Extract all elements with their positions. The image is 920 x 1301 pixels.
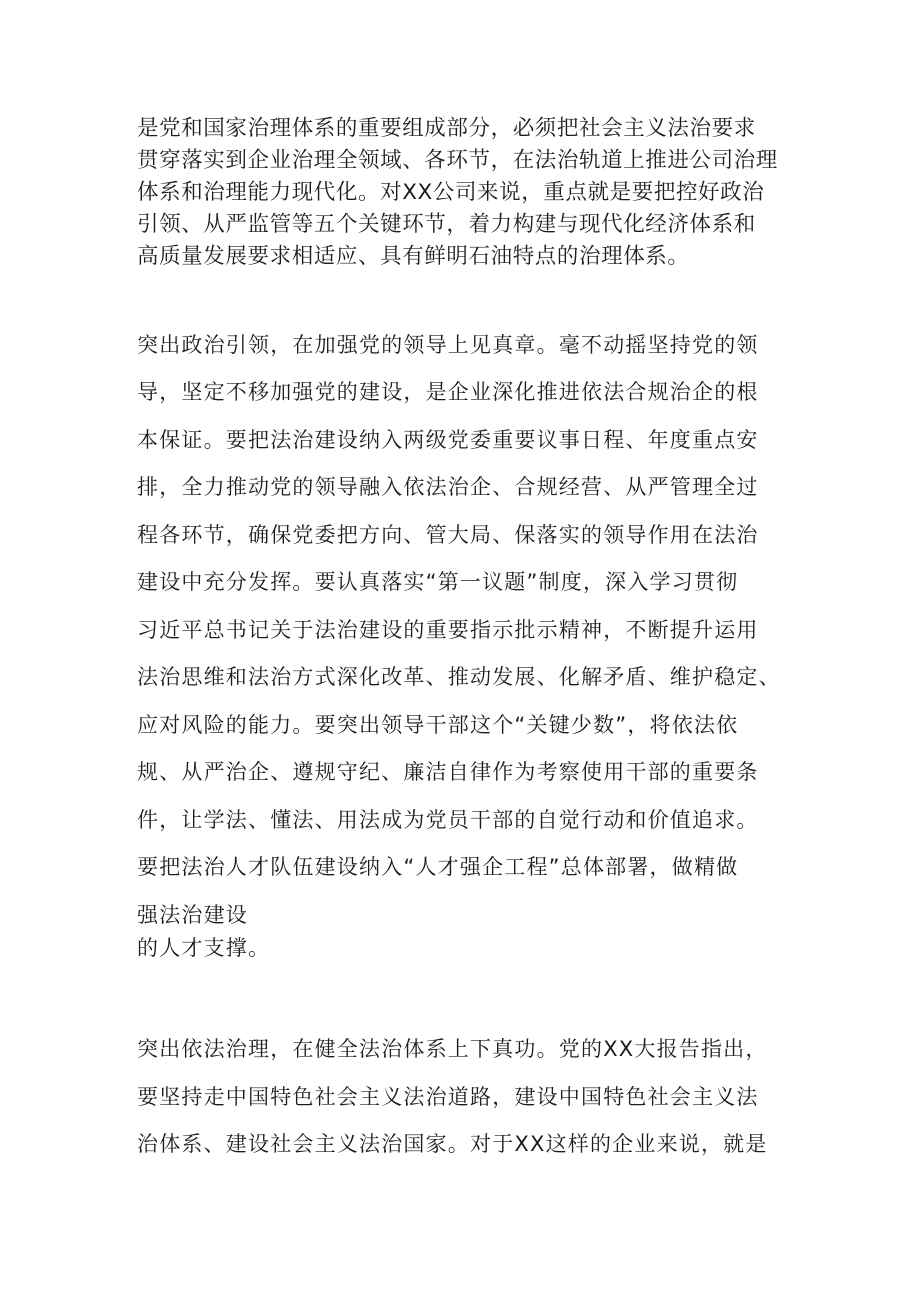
text-line: 强法治建设: [137, 903, 248, 927]
text-line: 突出依法治理，在健全法治体系上下真功。党的XX大报告指出，: [137, 1037, 768, 1061]
text-line: 体系和治理能力现代化。对XX公司来说，重点就是要把控好政治: [137, 180, 765, 205]
text-line: 程各环节，确保党委把方向、管大局、保落实的领导作用在法治: [137, 523, 759, 547]
text-line: 应对风险的能力。要突出领导干部这个“关键少数”，将依法依: [137, 713, 739, 737]
text-line: 突出政治引领，在加强党的领导上见真章。毫不动摇坚持党的领: [137, 333, 759, 357]
text-line: 导，坚定不移加强党的建设，是企业深化推进依法合规治企的根: [137, 380, 759, 404]
text-line: 引领、从严监管等五个关键环节，着力构建与现代化经济体系和: [137, 212, 756, 237]
text-line: 是党和国家治理体系的重要组成部分，必须把社会主义法治要求: [137, 116, 756, 141]
text-line: 高质量发展要求相适应、具有鲜明石油特点的治理体系。: [137, 244, 690, 269]
text-line: 的人才支撑。: [137, 936, 271, 960]
text-line: 件，让学法、懂法、用法成为党员干部的自觉行动和价值追求。: [137, 808, 759, 832]
text-line: 习近平总书记关于法治建设的重要指示批示精神，不断提升运用: [137, 618, 759, 642]
text-line: 要把法治人才队伍建设纳入“人才强企工程”总体部署，做精做: [137, 855, 739, 879]
text-line: 规、从严治企、遵规守纪、廉洁自律作为考察使用干部的重要条: [137, 760, 759, 784]
text-line: 要坚持走中国特色社会主义法治道路，建设中国特色社会主义法: [137, 1085, 759, 1109]
text-line: 本保证。要把法治建设纳入两级党委重要议事日程、年度重点安: [137, 428, 759, 452]
text-line: 排，全力推动党的领导融入依法治企、合规经营、从严管理全过: [137, 475, 759, 499]
text-line: 法治思维和法治方式深化改革、推动发展、化解矛盾、维护稳定、: [137, 665, 781, 689]
text-line: 贯穿落实到企业治理全领域、各环节，在法治轨道上推进公司治理: [137, 148, 778, 173]
text-line: 建设中充分发挥。要认真落实“第一议题”制度，深入学习贯彻: [137, 570, 739, 594]
text-line: 治体系、建设社会主义法治国家。对于XX这样的企业来说，就是: [137, 1132, 768, 1156]
